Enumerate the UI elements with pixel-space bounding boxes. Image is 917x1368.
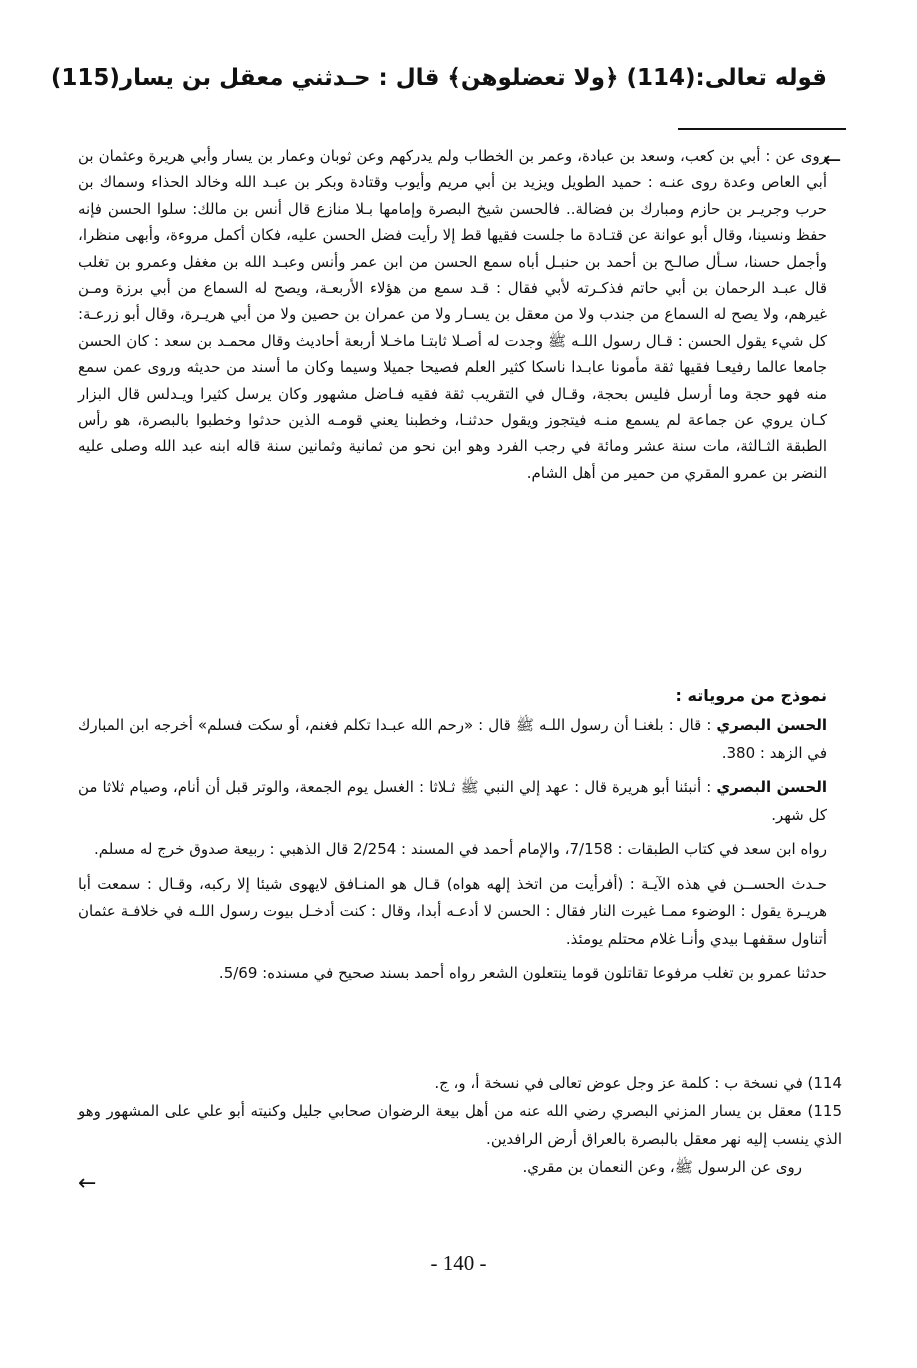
- narrator-name: الحسن البصري: [716, 716, 827, 734]
- arrow-left-icon: ←: [823, 148, 842, 173]
- footnotes: [78, 1069, 842, 1181]
- sample-item: [78, 774, 827, 829]
- sample-item: [78, 712, 827, 767]
- arrow-left-icon: ←: [78, 1171, 97, 1196]
- sample-item: [78, 871, 827, 954]
- sample-text: : أنبئنا أبو هريرة قال : عهد إلي النبي ﷺ ثـلاثا : الغسل يوم الجمعة، والوتر قبل أن أنام، وصيام ثلاثا من كل شهر.: [78, 778, 827, 824]
- narrator-name: الحسن البصري: [716, 778, 828, 796]
- biography-paragraph: روى عن : أبي بن كعب، وسعد بن عبادة، وعمر بن الخطاب ولم يدركهم وعن ثوبان وعمار بن يسار وأبي هريرة وعثمان بن أبي العاص وعدة روى عنـه : حميد الطويل ويزيد بن أبي مريم وأيوب وقتادة وبكر بن عبـد الله وخالد الحذاء وسماك بن حرب وجريـر بن حازم ومبارك بن فضالة.. فالحسن شيخ البصرة وإمامها بـلا منازع قال أنس بن مالك: سلوا الحسن فإنه حفظ ونسينا، وقال أبو عوانة عن قتـادة ما جلست فقيها قط إلا رأيت فضل الحسن عليه، فكان أكمل مروءة، وأبهى منظرا، وأجمل حسنا، سـأل صالـح بن أحمد بن حنبـل أباه سمع الحسن من ابن عمر وأنس وعبـد الله بن مغفل وعمرو بن تغلب قال عبـد الرحمان بن أبي حاتم فذكـرته لأبي فقال : قـد سمع من هؤلاء الأربعـة، ويصح له السماع من أبي برزة ومـن غيرهم، ولا يصح له السماع من جندب ولا من معقل بن يسـار ولا من عمران بن حصين ولا من أبي هريـرة، وقال أبو زرعـة: كل شيء يقول الحسن : قـال رسول اللـه ﷺ وجدت له أصـلا ثابتـا ماخـلا أربعة أحاديث وقال محمـد بن سعد : كان الحسن جامعا عالما رفيعـا فقيها ثقة مأمونا عابـدا ناسكا كثير العلم فصيحا جميلا وسيما وكان ما أسند من حديثه وروى عمن سمع منه فهو حجة وما أرسل فليس بحجة، وقـال في التقريب ثقة فقيه فـاضل مشهور وكان يرسل كثيرا ويـدلس قال البزار كـان يروي عن جماعة لم يسمع منـه فيتجوز ويقول حدثنـا، وخطبنا يعني قومـه الذين حدثوا وخطبوا بالبصرة، هو رأس الطبقة الثـالثة، مات سنة عشر ومائة في رجب الفرد وهو ابن نحو من ثمانية وثمانين سنة قاله ابنه عبد الله وصلى عليه النضر بن عمرو المقري من حمير من أهل الشام.: [78, 147, 827, 482]
- sample-item: [78, 960, 827, 988]
- heading-divider: [678, 128, 846, 130]
- samples-heading: نموذج من مروياته :: [675, 686, 827, 705]
- footnote-114: 114) في نسخة ب : كلمة عز وجل عوض تعالى في نسخة أ، و، ج.: [434, 1074, 842, 1092]
- samples-list: [78, 712, 827, 995]
- sample-text: : قال : بلغنـا أن رسول اللـه ﷺ قال : «رحم الله عبـدا تكلم فغنم، أو سكت فسلم» أخرجه ابن المبارك في الزهد : 380.: [78, 716, 827, 762]
- footnote-115: 115) معقل بن يسار المزني البصري رضي الله عنه من أهل بيعة الرضوان صحابي جليل وكنيته أبو علي على المشهور وهو الذي ينسب إليه نهر معقل بالبصرة بالعراق أرض الرافدين.: [78, 1102, 842, 1148]
- footnote-115-continuation: روى عن الرسول ﷺ، وعن النعمان بن مقري.: [522, 1158, 802, 1176]
- sample-text: حـدث الحســن في هذه الآيـة : (أفرأيت من اتخذ إلهه هواه) قـال هو المنـافق لايهوى شيئا إلا ركبه، وقـال : سمعت أبا هريـرة يقول : الوضوء ممـا غيرت النار فقال : الحسن لا أدعـه أبدا، وقال : كنت أدخـل بيوت رسول اللـه في خلافـة عثمان أتناول سقفهـا بيدي وأنـا غلام محتلم يومئذ.: [78, 874, 827, 948]
- page-number: - 140 -: [430, 1251, 487, 1275]
- sample-text: رواه ابن سعد في كتاب الطبقات : 7/158، والإمام أحمد في المسند : 2/254 قال الذهبي : ربيعة صدوق خرج له مسلم.: [93, 840, 827, 858]
- sample-item: [78, 836, 827, 864]
- page-heading: قوله تعالى:(114) ﴿ولا تعضلوهن﴾ قال : حـدثني معقل بن يسار(115): [50, 65, 827, 91]
- sample-text: حدثنا عمرو بن تغلب مرفوعا تقاتلون قوما ينتعلون الشعر رواه أحمد بسند صحيح في مسنده: 5/69.: [218, 964, 827, 982]
